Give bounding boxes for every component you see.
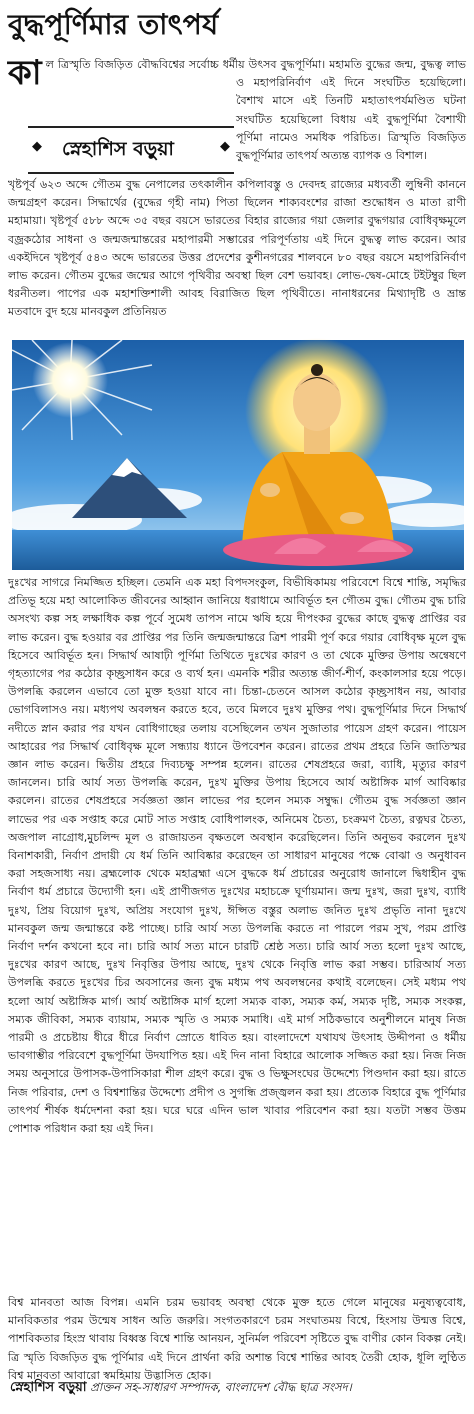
byline-author: স্নেহাশিস বড়ুয়া	[62, 138, 174, 160]
diamond-icon: ◆	[32, 139, 42, 154]
drop-cap: কা	[8, 53, 42, 93]
buddha-illustration	[12, 340, 464, 570]
footer-role: প্রাক্তন সহ-সাধারণ সম্পাদক, বাংলাদেশ বৌদ্ধ ছাত্র সংসদ।	[86, 1380, 352, 1394]
author-note	[10, 1378, 352, 1399]
paragraph-history: খৃষ্টপূর্ব ৬২৩ অব্দে গৌতম বুদ্ধ নেপালের তৎকালীন কপিলাবস্তু ও দেবদহ রাজ্যের মধ্যবর্তী লুম্বিনী কাননে জন্মগ্রহণ করেন। সিদ্ধার্থের (বুদ্ধের গৃহী নাম) পিতা ছিলেন শাক্যবংশের রাজা শুদ্ধোধন ও মাতা রাণী মহামায়া। খৃষ্টপূর্ব ৫৮৮ অব্দে ৩৫ বছর বয়সে ভারতের বিহার রাজ্যের গয়া জেলার বুদ্ধগয়ার বোধিবৃক্ষমূলে বজ্রকঠোর সাধনা ও জন্মজন্মান্তরের মহাপারমী সম্ভারের পরিপূর্ণতায় এই দিনে বুদ্ধত্ব লাভ করেন। আর একইদিনে খৃষ্টপূর্ব ৫৪৩ অব্দে ভারতের উত্তর প্রদেশের কুশীনগরের শালবনে ৮০ বছর বয়সে মহাপরিনির্বাণ লাভ করেন। গৌতম বুদ্ধের জন্মের আগে পৃথিবীর অবস্থা ছিল বেশ ভয়াবহ। লোভ-দ্বেষ-মোহে টইটম্বুর ছিল ধরনীতল। পাপের এক মহাশক্তিশালী আবহ বিরাজিত ছিল পৃথিবীতে। নানাধরনের মিথ্যাদৃষ্টি ও ভ্রান্ত মতবাদে বুদ হয়ে মানবকুল প্রতিনিয়ত	[8, 178, 466, 319]
diamond-icon: ◆	[220, 139, 230, 154]
paragraph-main: দুঃখের সাগরে নিমজ্জিত হচ্ছিল। তেমনি এক মহা বিপদসংকুল, বিভীষিকাময় পরিবেশে বিশ্বে শান্তি, সমৃদ্ধির প্রতিভূ হয়ে মহা আলোকিত জীবনের আহ্বান জানিয়ে ধরাধামে আবির্ভূত হন গৌতম বুদ্ধ। গৌতম বুদ্ধ চারি অসংখ্য কল্প সহ লক্ষাধিক কল্প পূর্বে সুমেধ তাপস নামে ঋষি হয়ে দীপংকর বুদ্ধের কাছে বুদ্ধত্ব প্রাপ্তির বর লাভ করেন। বুদ্ধ হওয়ার বর প্রাপ্তির পর তিনি জন্মজন্মান্তরে ত্রিশ পারমী পূর্ণ করে গয়ার বোধিবৃক্ষ মূলে বুদ্ধ হিসেবে আবির্ভূত হন। সিদ্ধার্থ আষাঢ়ী পূর্ণিমা তিথিতে দুঃখের কারণ ও তা থেকে মুক্তির উপায় অন্বেষণে গৃহত্যাগের পর কঠোর কৃচ্ছ্রসাধন করে ও ব্যর্থ হন। এমনকি শরীর অত্যন্ত জীর্ণ-শীর্ণ, কংকালসার হয়ে পড়ে। উপলব্ধি করলেন এভাবে তো মুক্ত হওয়া যাবে না। চিন্তা-চেতনে আসল কঠোর কৃচ্ছ্রসাধন নয়, আবার ভোগবিলাসও নয়। মধ্যপথ অবলম্বন করতে হবে, তবে মিলবে দুঃখ মুক্তির পথ। বুদ্ধপূর্ণিমার দিনে সিদ্ধার্থ নদীতে স্নান করার পর যখন বোধিগাছের তলায় বসেছিলেন তখন সুজাতার পায়েস গ্রহণ করেন। পায়েস আহারের পর সিদ্ধার্থ বোধিবৃক্ষ মূলে সন্ধ্যায় ধ্যানে উপবেশন করেন। রাতের প্রথম প্রহরে তিনি জাতিস্মর জ্ঞান লাভ করেন। দ্বিতীয় প্রহরে দিব্যচক্ষু সম্পন্ন হলেন। রাতের শেষপ্রহরে জরা, ব্যাধি, মৃত্যুর কারণ জানলেন। চারি আর্য সত্য উপলব্ধি করেন, দুঃখ মুক্তির উপায় হিসেবে আর্য অষ্টাঙ্গিক মার্গ আবিষ্কার করলেন। রাতের শেষপ্রহরে সর্বজ্ঞতা জ্ঞান লাভের পর হলেন সম্যক সম্বুদ্ধ। গৌতম বুদ্ধ সর্বজ্ঞতা জ্ঞান লাভের পর এক সপ্তাহ করে মোট সাত সপ্তাহ বোধিপালংক, অনিমেষ চৈত্য, চংক্রমণ চৈত্য, রত্নঘর চৈত্য, অজপাল নাগ্রোধ,মুচলিন্দ মূল ও রাজায়তন বৃক্ষতলে অবস্থান করেছিলেন। তিনি অনুভব করলেন দুঃখ বিনাশকারী, নির্বাণ প্রদায়ী যে ধর্ম তিনি আবিষ্কার করেছেন তা সাধারণ মানুষের পক্ষে বোঝা ও অনুধাবন করা সহজসাধ্য নয়। ব্রহ্মলোক থেকে মহাব্রহ্মা এসে বুদ্ধকে ধর্ম প্রচারের অনুরোধ জানালে দ্বিধাহীন বুদ্ধ নির্বাণ ধর্ম প্রচারে উদ্যোগী হন। এই প্রাণীজগত দুঃখের মহাচক্রে ঘূর্ণায়মান। জন্ম দুঃখ, জরা দুঃখ, ব্যাধি দুঃখ, প্রিয় বিয়োগ দুঃখ, অপ্রিয় সংযোগ দুঃখ, ঈপ্সিত বস্তুর অলাভ জনিত দুঃখ প্রভৃতি নানা দুঃখে মানবকুল জন্ম জন্মান্তরে কষ্ট পাচ্ছে। চারি আর্য সত্য উপলব্ধি করতে না পারলে পরম সুখ, পরম প্রাপ্তি নির্বাণ দর্শন কখনো হবে না। চারি আর্য সত্য মানে চারটি শ্রেষ্ঠ সত্য। চারি আর্য সত্য হলো দুঃখ আছে, দুঃখের কারণ আছে, দুঃখ নিবৃত্তির উপায় আছে, দুঃখ থেকে নিবৃত্তি লাভ করা সম্ভব। চারিআর্য সত্য উপলব্ধি করতে দুঃখের চির অবসানের জন্য বুদ্ধ মধ্যম পথ অবলম্বনের কথাই বলেছেন। সেই মধ্যম পথ হলো আর্য অষ্টাঙ্গিক মার্গ। আর্য অষ্টাঙ্গিক মার্গ হলো সম্যক বাক্য, সম্যক কর্ম, সম্যক দৃষ্টি, সম্যক সংকল্প, সম্যক জীবিকা, সম্যক ব্যায়াম, সম্যক স্মৃতি ও সম্যক সমাধি। এই মার্গ সঠিকভাবে অনুশীলনে মানুষ নিজ পারমী ও প্রচেষ্টায় ধীরে ধীরে নির্বাণ স্রোতে ধাবিত হয়। বাংলাদেশে যথাযথ উৎসাহ উদ্দীপনা ও ধর্মীয় ভাবগাম্ভীর পরিবেশে বুদ্ধপূর্ণিমা উদযাপিত হয়। এই দিন নানা বিহারে আলোক সজ্জিত করা হয়। নিজ নিজ সময় অনুসারে উপাসক-উপাসিকারা শীল গ্রহণ করে। বুদ্ধ ও ভিক্ষুসংঘের উদ্দেশ্যে পিণ্ডদান করা হয়। রাতে নিজ পরিবার, দেশ ও বিশ্বশান্তির উদ্দেশ্যে প্রদীপ ও সুগন্ধি প্রজ্জ্বলন করা হয়। প্রত্যেক বিহারে বুদ্ধ পূর্ণিমার তাৎপর্য শীর্ষক ধর্মদেশনা করা হয়। ঘরে ঘরে এদিন ভাল খাবার পরিবেশন করা হয়। যতটা সম্ভব উত্তম পোশাক পরিধান করা হয় এই দিন।	[8, 576, 466, 1136]
paragraph-conclusion: বিশ্ব মানবতা আজ বিপন্ন। এমনি চরম ভয়াবহ অবস্থা থেকে মুক্ত হতে গেলে মানুষের মনুষ্যত্ববোধ, মানবিকতার পরম উন্মেষ সাধন অতি জরুরি। সংগতকারণে চরম সংঘাতময় বিশ্বে, হিংসায় উন্মত্ত বিশ্বে, পাশবিকতার হিংস্র থাবায় বিধ্বস্ত বিশ্বে শান্তি আনয়ন, সুনির্মল পরিবেশ সৃষ্টিতে বুদ্ধ বাণীর কোন বিকল্প নেই। ত্রি স্মৃতি বিজড়িত বুদ্ধ পূর্ণিমার এই দিনে প্রার্থনা করি অশান্ত বিশ্বে শান্তির আবহ তৈরী হোক, ধূলি লুণ্ঠিত বিশ্ব মানবতা আবারো স্বমহিমায় উদ্ভাসিত হোক।	[8, 1296, 466, 1382]
footer-author: স্নেহাশিস বড়ুয়া	[10, 1380, 87, 1395]
article-title: বুদ্ধপূর্ণিমার তাৎপর্য	[8, 8, 219, 41]
buddha-painting	[12, 340, 464, 570]
byline-box	[28, 126, 234, 174]
lotus-base	[223, 534, 413, 566]
intro-text: ল ত্রিস্মৃতি বিজড়িত বৌদ্ধবিশ্বের সর্বোচ্চ ধর্মীয় উৎসব বুদ্ধপূর্ণিমা। মহামতি বুদ্ধের জন্ম, বুদ্ধত্ব লাভ ও মহাপরিনির্বাণ এই দিনে সংঘটিত হয়েছিলো। বৈশাখ মাসে এই তিনটি মহাতাৎপর্যমণ্ডিত ঘটনা সংঘটিত হয়েছিলো বিধায় এই বুদ্ধপূর্ণিমা বৈশাখী পূর্ণিমা নামেও সমধিক পরিচিত। ত্রিস্মৃতি বিজড়িত বুদ্ধপূর্ণিমার তাৎপর্য অত্যন্ত ব্যাপক ও বিশাল।	[45, 58, 466, 163]
